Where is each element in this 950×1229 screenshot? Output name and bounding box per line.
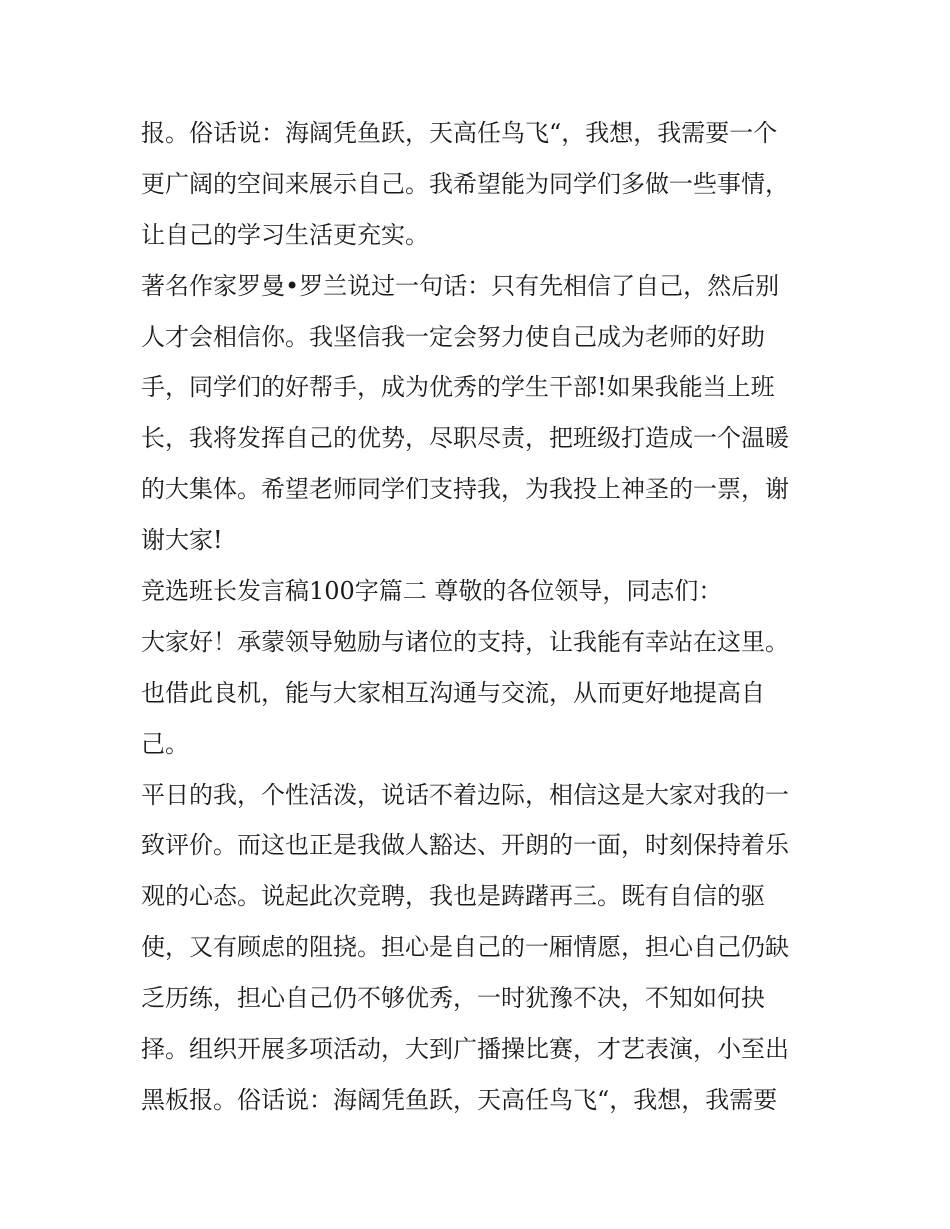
text-line: 更广阔的空间来展示自己。我希望能为同学们多做一些事情， — [141, 169, 789, 198]
text-line: 平日的我，个性活泼，说话不着边际，相信这是大家对我的一 — [141, 780, 789, 809]
text-line: 长，我将发挥自己的优势，尽职尽责，把班级打造成一个温暖 — [141, 424, 789, 453]
text-line: 也借此良机，能与大家相互沟通与交流，从而更好地提高自 — [141, 678, 765, 707]
text-line: 黑板报。俗话说：海阔凭鱼跃，天高任鸟飞“，我想，我需要 — [141, 1085, 778, 1114]
text-line: 人才会相信你。我坚信我一定会努力使自己成为老师的好助 — [141, 322, 765, 351]
text-line: 的大集体。希望老师同学们支持我，为我投上神圣的一票，谢 — [141, 475, 789, 504]
text-line: 使，又有顾虑的阻挠。担心是自己的一厢情愿，担心自己仍缺 — [141, 933, 789, 962]
text-line: 大家好！承蒙领导勉励与诸位的支持，让我能有幸站在这里。 — [141, 627, 789, 656]
text-line: 己。 — [141, 729, 189, 758]
text-line: 乏历练，担心自己仍不够优秀，一时犹豫不决，不知如何抉 — [141, 984, 765, 1013]
text-line: 致评价。而这也正是我做人豁达、开朗的一面，时刻保持着乐 — [141, 831, 789, 860]
text-line: 择。组织开展多项活动，大到广播操比赛，才艺表演，小至出 — [141, 1035, 789, 1064]
section-heading-line: 竞选班长发言稿100字篇二 尊敬的各位领导，同志们： — [141, 577, 723, 606]
document-body — [141, 108, 821, 1126]
text-line: 谢大家! — [141, 526, 223, 555]
text-line: 让自己的学习生活更充实。 — [141, 220, 429, 249]
text-line: 报。俗话说：海阔凭鱼跃，天高任鸟飞“，我想，我需要一个 — [141, 119, 778, 147]
text-line: 观的心态。说起此次竞聘，我也是踌躇再三。既有自信的驱 — [141, 882, 765, 911]
text-line: 手，同学们的好帮手，成为优秀的学生干部!如果我能当上班 — [141, 373, 775, 402]
text-line: 著名作家罗曼•罗兰说过一句话：只有先相信了自己，然后别 — [141, 271, 780, 300]
